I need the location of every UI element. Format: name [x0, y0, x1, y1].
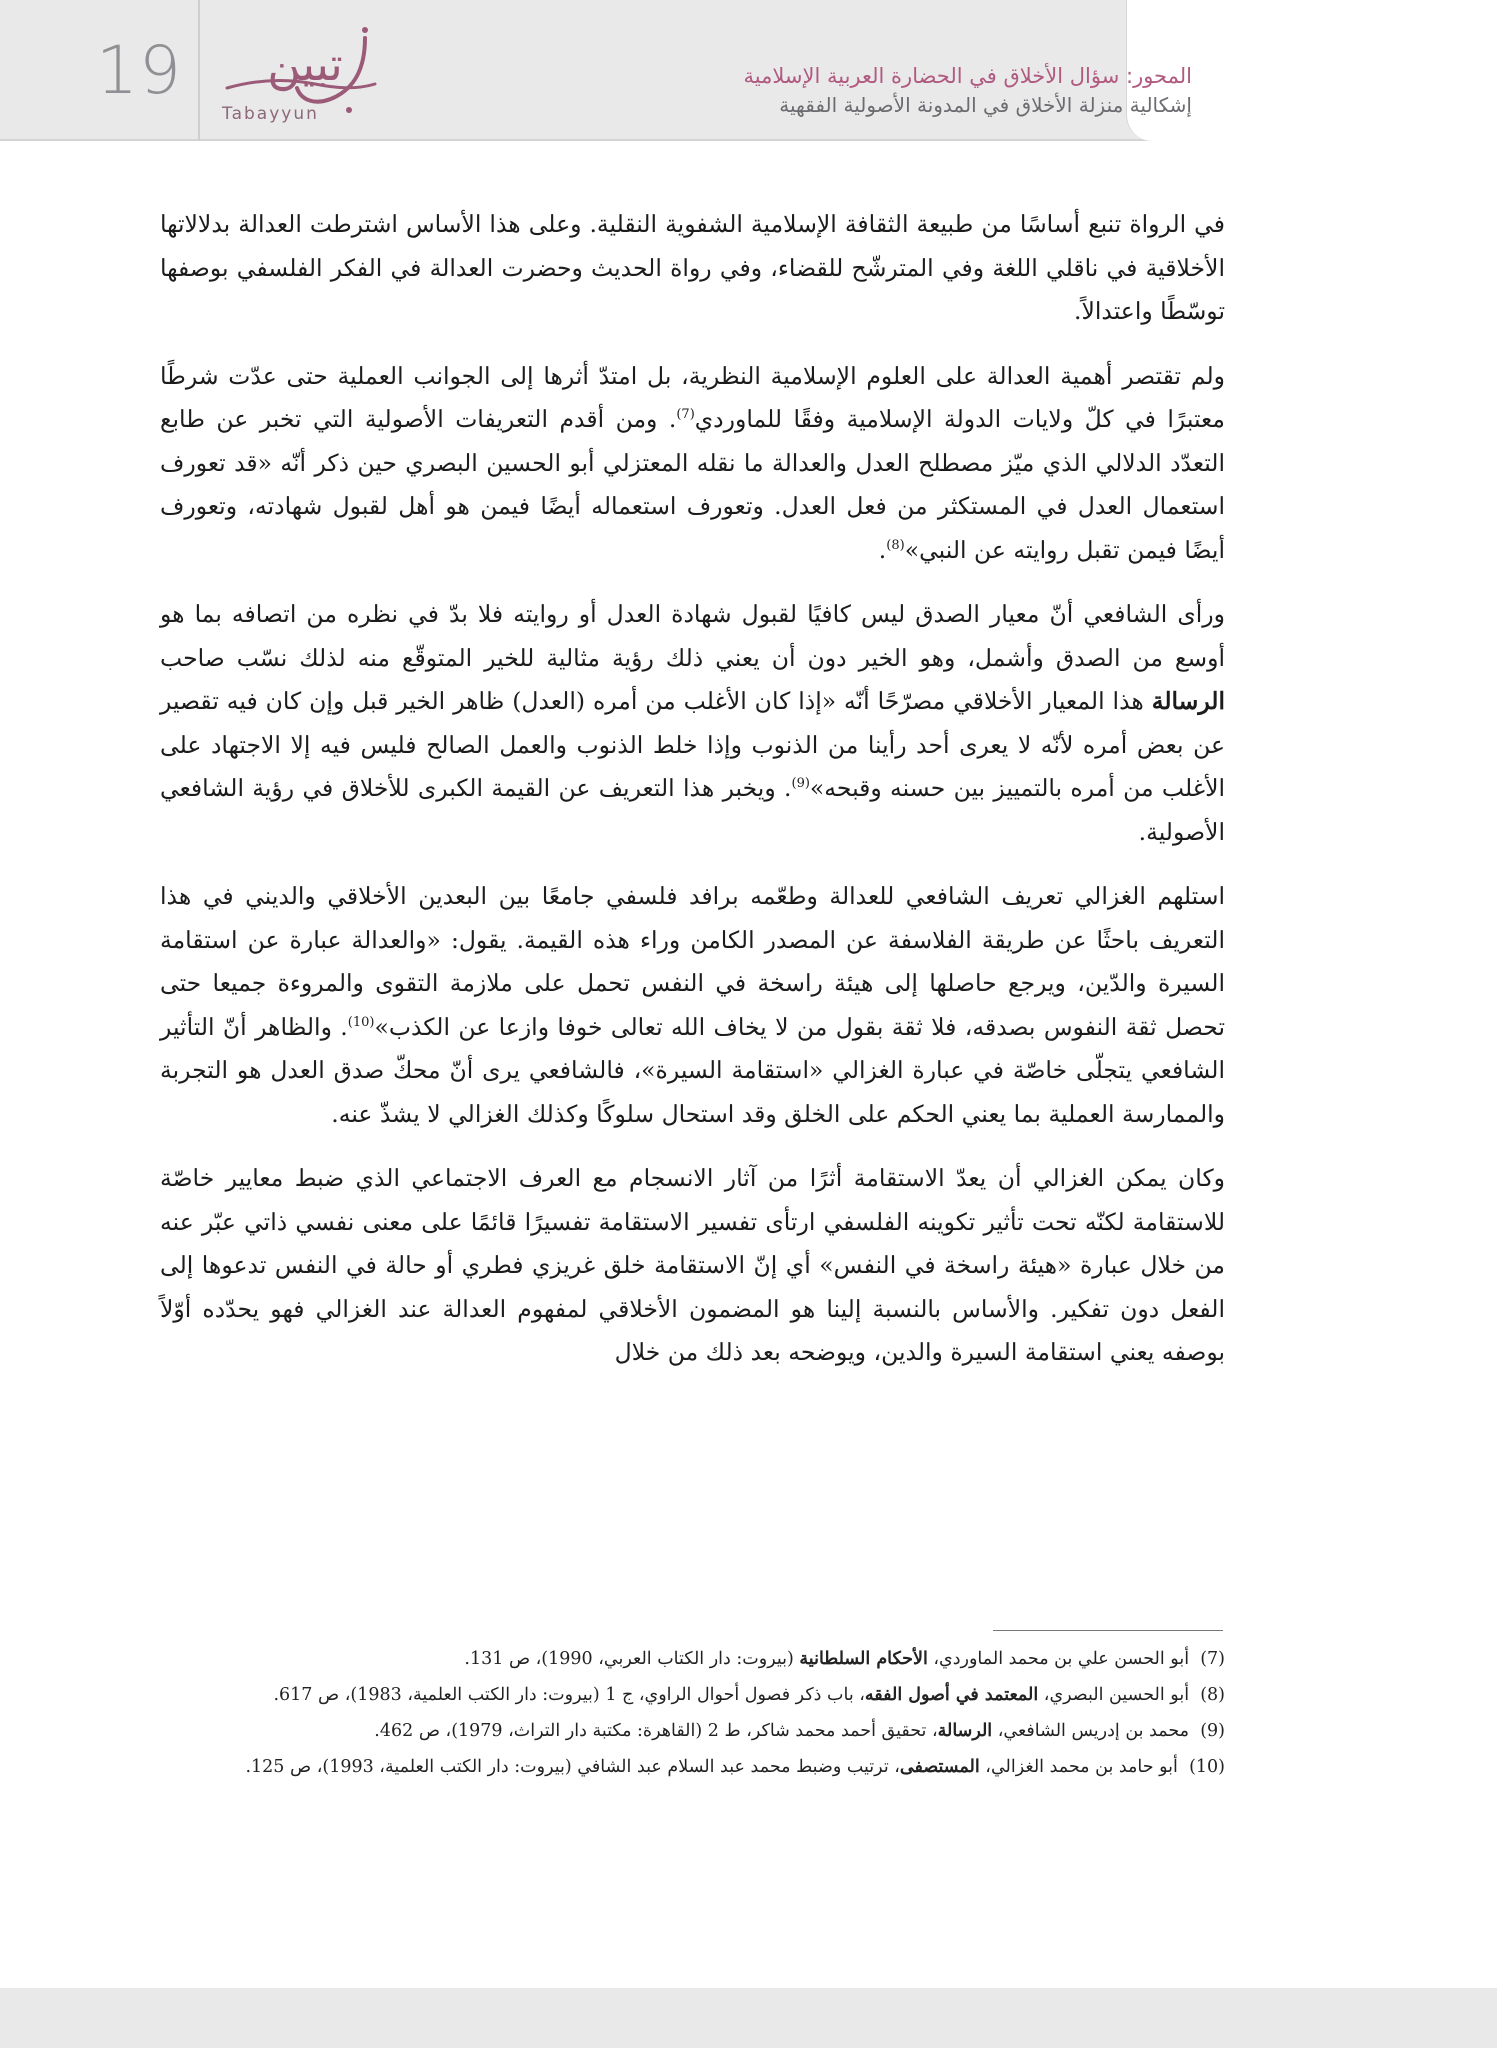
footnote-book-title: المعتمد في أصول الفقه	[864, 1685, 1039, 1705]
header-divider	[198, 0, 200, 141]
footnote-number: (7)	[1200, 1649, 1225, 1669]
footnotes	[160, 1644, 1225, 1788]
footnote-number: (8)	[1200, 1685, 1225, 1705]
paragraph-text: في الرواة تنبع أساسًا من طبيعة الثقافة الإسلامية الشفوية النقلية. وعلى هذا الأساس اشترطت العدالة بدلالاتها الأخلاقية في ناقلي اللغة وفي المترشّح للقضاء، وفي رواة الحديث وحضرت العدالة في الفكر الفلسفي بوصفها توسّطًا واعتدالاً.	[160, 210, 1225, 325]
logo-arabic-text: تبين	[267, 37, 343, 91]
running-header	[432, 62, 1192, 120]
footnote-author: أبو حامد بن محمد الغزالي،	[979, 1757, 1178, 1777]
paragraph-text: ولم تقتصر أهمية العدالة على العلوم الإسلامية النظرية، بل امتدّ أثرها إلى الجوانب العملية حتى عدّت شرطًا معتبرًا في كلّ ولايات الدولة الإسلامية وفقًا للماوردي	[160, 361, 1225, 433]
logo-dot	[346, 107, 352, 113]
footnote	[160, 1752, 1225, 1783]
paragraph-text: وكان يمكن الغزالي أن يعدّ الاستقامة أثرًا من آثار الانسجام مع العرف الاجتماعي الذي ضبط معايير خاصّة للاستقامة لكنّه تحت تأثير تكوينه الفلسفي ارتأى تفسير الاستقامة تفسيرًا قائمًا على معنى نفسي ذاتي عبّر عنه من خلال عبارة «هيئة راسخة في النفس» أي إنّ الاستقامة خلق غريزي فطري أو حالة في النفس تدعوها إلى الفعل دون تفكير. والأساس بالنسبة إلينا هو المضمون الأخلاقي لمفهوم العدالة عند الغزالي فهو يحدّده أوّلاً بوصفه يعني استقامة السيرة والدين، ويوضحه بعد ذلك من خلال	[160, 1164, 1225, 1366]
logo-latin-text: Tabayyun	[222, 104, 319, 124]
footnote-ref[interactable]: (7)	[676, 407, 695, 423]
paragraph-text: ورأى الشافعي أنّ معيار الصدق ليس كافيًا لقبول شهادة العدل أو روايته فلا بدّ في نظره من اتصافه بما هو أوسع من الصدق وأشمل، وهو الخير دون أن يعني ذلك رؤية مثالية للخير المتوقّع منه لذلك نسّب صاحب	[160, 600, 1225, 672]
footnote-number: (10)	[1189, 1757, 1225, 1777]
footnote-ref[interactable]: (8)	[886, 537, 905, 553]
paragraph	[160, 593, 1225, 854]
paragraph	[160, 203, 1225, 334]
logo-dot	[362, 27, 368, 33]
footnote-number: (9)	[1200, 1721, 1225, 1741]
footnote-details: ، باب ذكر فصول أحوال الراوي، ج 1 (بيروت: دار الكتب العلمية، 1983)، ص 617.	[273, 1685, 865, 1705]
book-title: الرسالة	[1151, 687, 1225, 715]
footnote-details: ، ترتيب وضبط محمد عبد السلام عبد الشافي (بيروت: دار الكتب العلمية، 1993)، ص 125.	[245, 1757, 900, 1777]
footnote-book-title: الرسالة	[937, 1721, 993, 1741]
paragraph	[160, 875, 1225, 1136]
footnote-author: أبو الحسين البصري،	[1038, 1685, 1190, 1705]
footnote-book-title: المستصفى	[899, 1757, 980, 1777]
paragraph-text: . ويخبر هذا التعريف عن القيمة الكبرى للأخلاق في رؤية الشافعي الأصولية.	[160, 774, 1225, 846]
page-number: 19	[96, 32, 182, 109]
article-body	[160, 203, 1225, 1396]
paragraph	[160, 355, 1225, 573]
footnote-details: ، تحقيق أحمد محمد شاكر، ط 2 (القاهرة: مكتبة دار التراث، 1979)، ص 462.	[374, 1721, 938, 1741]
footnote-book-title: الأحكام السلطانية	[799, 1649, 928, 1669]
footer-band	[0, 1988, 1497, 2048]
footnote-details: (بيروت: دار الكتاب العربي، 1990)، ص 131.	[464, 1649, 800, 1669]
paragraph-text: . ومن أقدم التعريفات الأصولية التي تخبر عن طابع التعدّد الدلالي الذي ميّز مصطلح العدل والعدالة ما نقله المعتزلي أبو الحسين البصري حين ذكر أنّه «قد تعورف استعمال العدل في المستكثر من فعل العدل. وتعورف استعماله أيضًا فيمن هو أهل لقبول شهادته، وتعورف أيضًا فيمن تقبل روايته عن النبي»	[160, 405, 1225, 564]
paragraph-text: .	[878, 535, 887, 564]
footnote-ref[interactable]: (10)	[347, 1014, 375, 1030]
footnote-separator	[993, 1630, 1223, 1631]
footnote	[160, 1716, 1225, 1747]
paragraph	[160, 1157, 1225, 1375]
paragraph-text: استلهم الغزالي تعريف الشافعي للعدالة وطعّمه برافد فلسفي جامعًا بين البعدين الأخلاقي والديني في هذا التعريف باحثًا عن طريقة الفلاسفة عن المصدر الكامن وراء هذه القيمة. يقول: «والعدالة عبارة عن استقامة السيرة والدّين، ويرجع حاصلها إلى هيئة راسخة في النفس تحمل على ملازمة التقوى والمروءة جميعا حتى تحصل ثقة النفوس بصدقه، فلا ثقة بقول من لا يخاف الله تعالى خوفا وازعا عن الكذب»	[160, 882, 1225, 1041]
paragraph-text: . والظاهر أنّ التأثير الشافعي يتجلّى خاصّة في عبارة الغزالي «استقامة السيرة»، فالشافعي يرى أنّ محكّ صدق العدل هو التجربة والممارسة العملية بما يعني الحكم على الخلق وقد استحال سلوكًا وكذلك الغزالي لا يشذّ عنه.	[160, 1012, 1225, 1128]
footnote-author: محمد بن إدريس الشافعي،	[992, 1721, 1190, 1741]
paragraph-text: هذا المعيار الأخلاقي مصرّحًا أنّه «إذا كان الأغلب من أمره (العدل) ظاهر الخير قبل وإن كان فيه تقصير عن بعض أمره لأنّه لا يعرى أحد رأينا من الذنوب وإذا خلط الذنوب والعمل الصالح فليس فيه إلا الاجتهاد على الأغلب من أمره بالتمييز بين حسنه وقبحه»	[160, 687, 1226, 802]
footnote-ref[interactable]: (9)	[791, 776, 810, 792]
footnote	[160, 1680, 1225, 1711]
footnote-author: أبو الحسن علي بن محمد الماوردي،	[927, 1649, 1190, 1669]
section-title: المحور: سؤال الأخلاق في الحضارة العربية الإسلامية	[743, 64, 1192, 88]
article-title: إشكالية منزلة الأخلاق في المدونة الأصولية الفقهية	[779, 93, 1192, 117]
footnote	[160, 1644, 1225, 1675]
